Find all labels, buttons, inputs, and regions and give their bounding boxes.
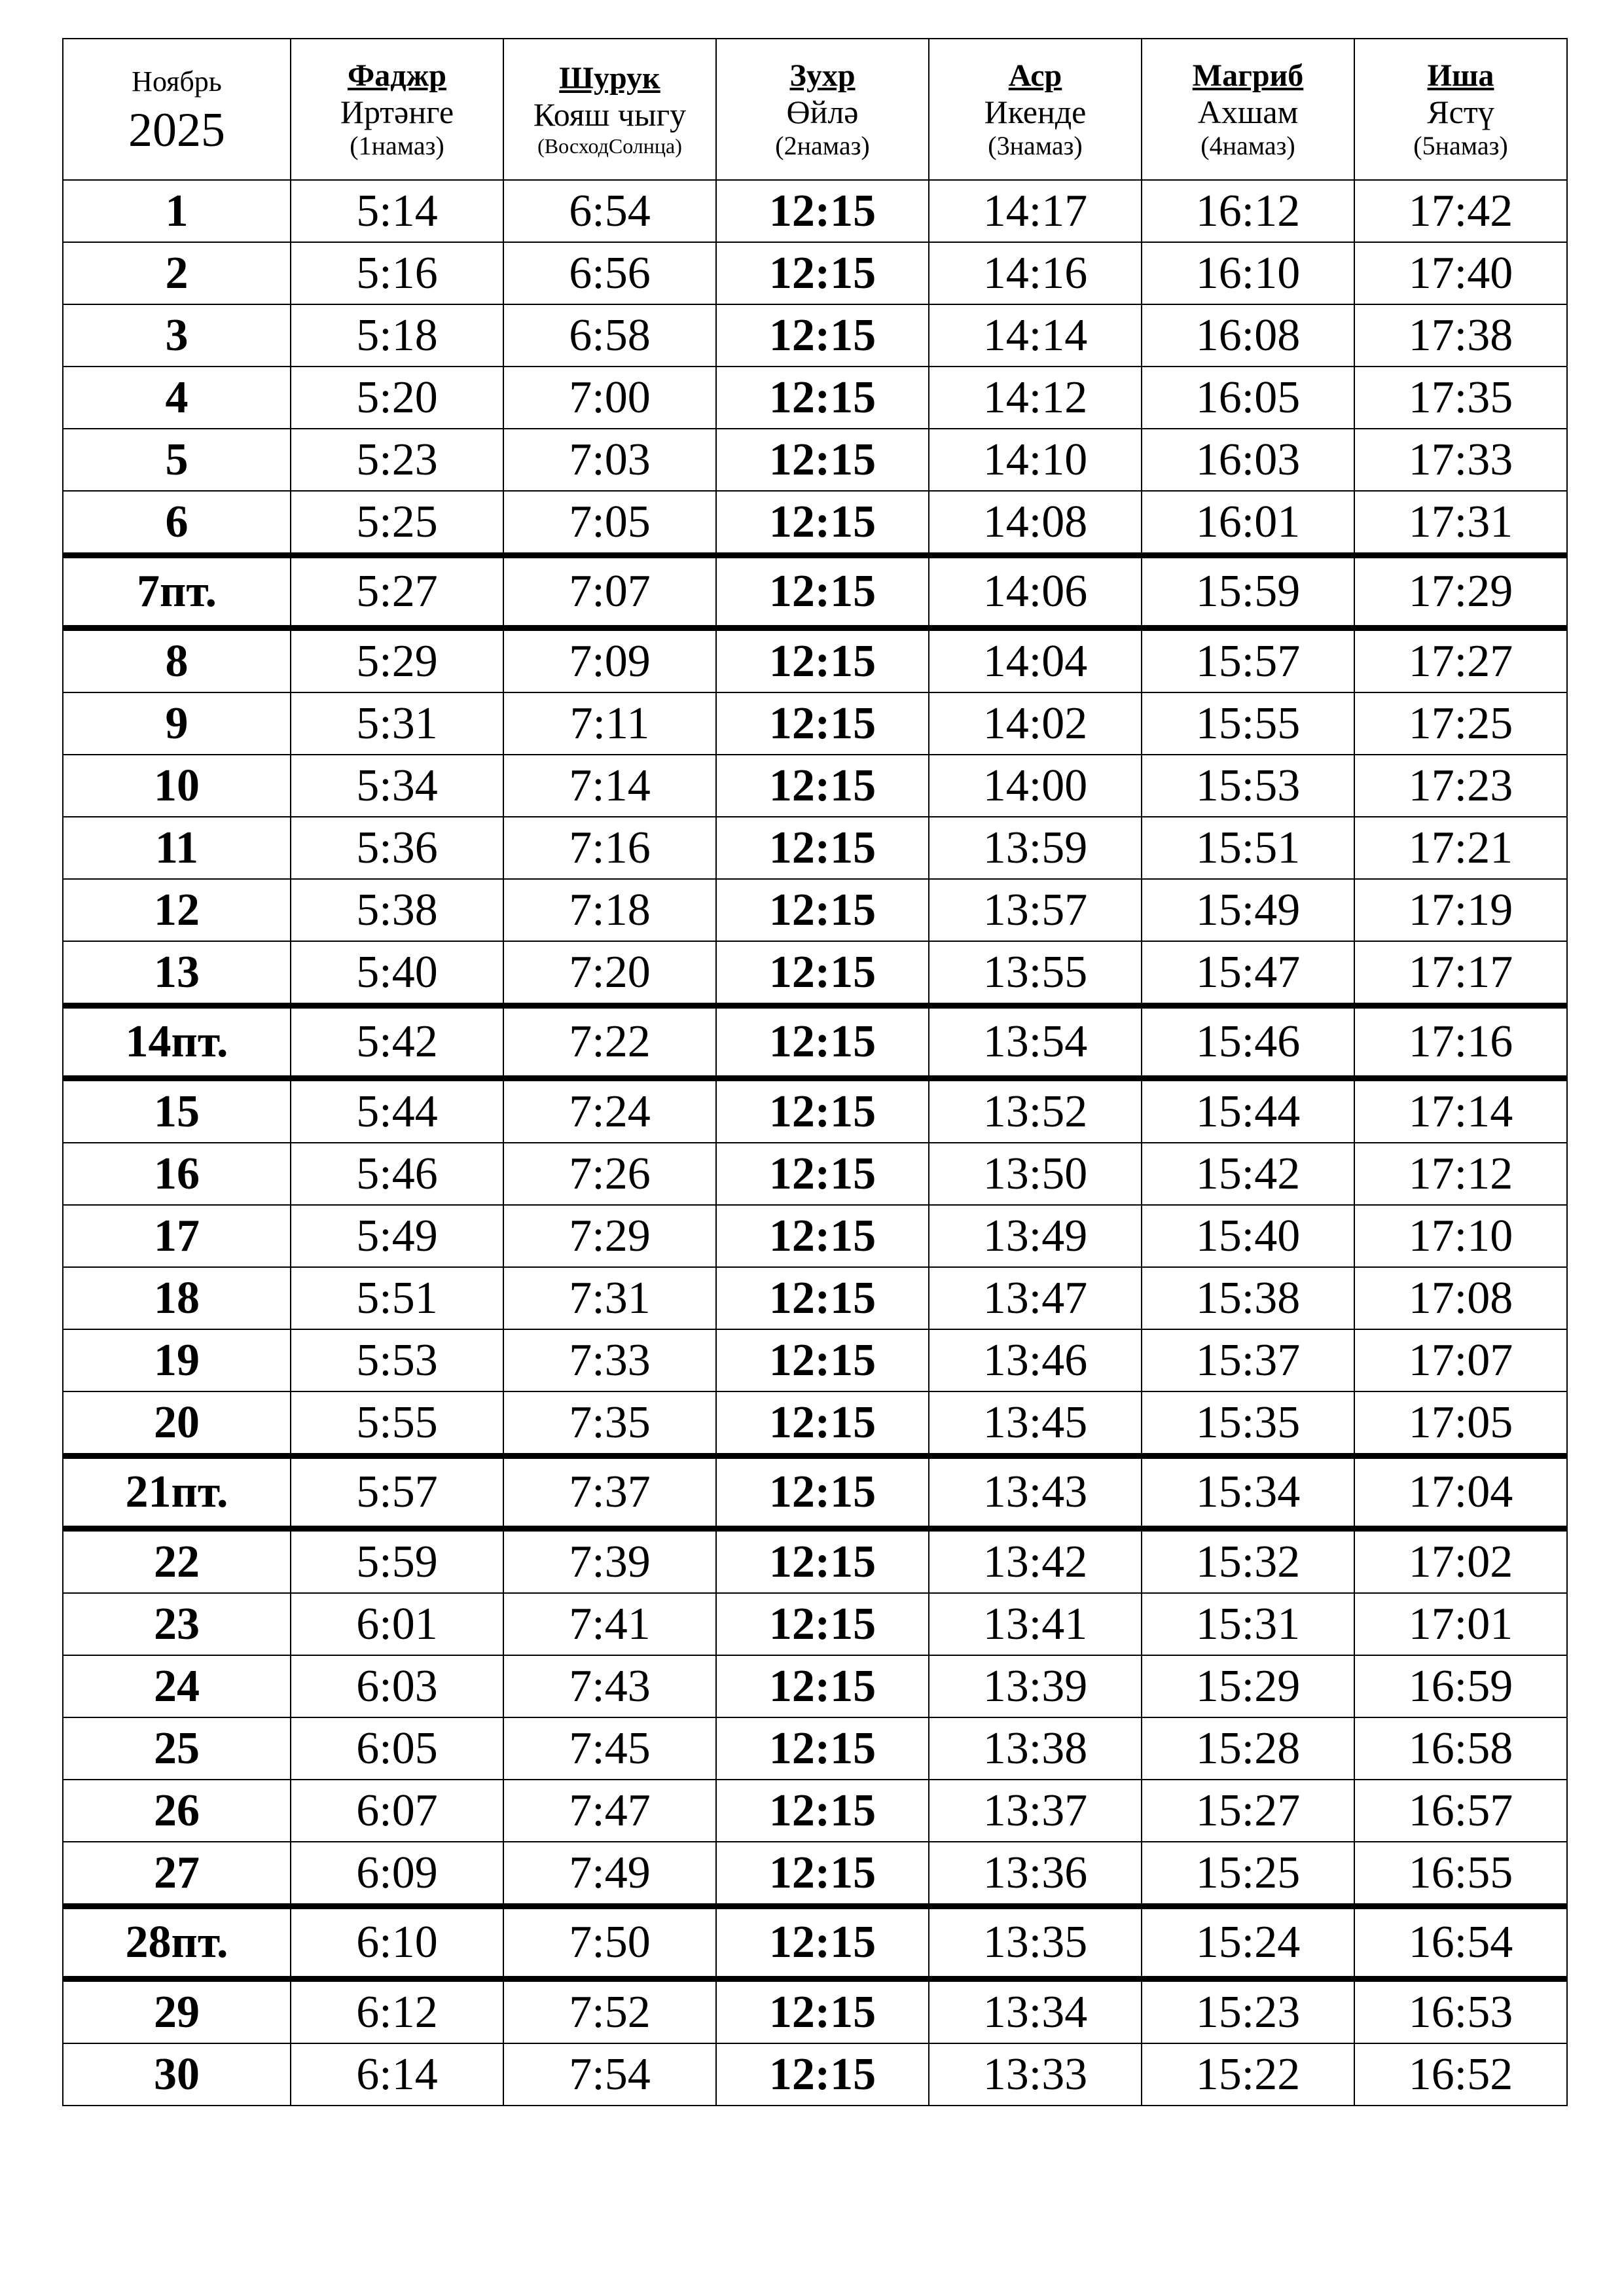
- day-cell: 10: [63, 755, 291, 817]
- day-cell: 25: [63, 1717, 291, 1780]
- table-row: [63, 941, 1567, 1006]
- table-row: [63, 817, 1567, 879]
- table-row: [63, 1593, 1567, 1655]
- table-row: [63, 755, 1567, 817]
- fajr-time: 5:25: [291, 491, 503, 556]
- table-row: [63, 879, 1567, 941]
- asr-time: 13:47: [929, 1267, 1142, 1329]
- maghrib-time: 16:08: [1142, 304, 1354, 367]
- friday-row: [63, 556, 1567, 628]
- isha-time: 17:02: [1354, 1529, 1567, 1594]
- asr-time: 14:17: [929, 180, 1142, 242]
- fajr-time: 6:12: [291, 1979, 503, 2044]
- fajr-time: 5:31: [291, 692, 503, 755]
- fajr-time: 5:36: [291, 817, 503, 879]
- day-cell: 22: [63, 1529, 291, 1594]
- isha-time: 17:25: [1354, 692, 1567, 755]
- asr-time: 14:14: [929, 304, 1142, 367]
- asr-time: 13:46: [929, 1329, 1142, 1391]
- day-cell: 20: [63, 1391, 291, 1456]
- zuhr-time: 12:15: [716, 1780, 929, 1842]
- zuhr-time: 12:15: [716, 941, 929, 1006]
- table-row: [63, 1529, 1567, 1594]
- day-cell: 6: [63, 491, 291, 556]
- fajr-time: 5:57: [291, 1456, 503, 1529]
- fajr-time: 5:40: [291, 941, 503, 1006]
- isha-time: 17:29: [1354, 556, 1567, 628]
- zuhr-time: 12:15: [716, 817, 929, 879]
- fajr-time: 5:23: [291, 429, 503, 491]
- column-name: Зухр: [789, 58, 856, 93]
- zuhr-time: 12:15: [716, 1717, 929, 1780]
- zuhr-time: 12:15: [716, 1205, 929, 1267]
- zuhr-time: 12:15: [716, 692, 929, 755]
- isha-time: 16:55: [1354, 1842, 1567, 1907]
- isha-time: 17:38: [1354, 304, 1567, 367]
- maghrib-time: 15:44: [1142, 1079, 1354, 1143]
- asr-time: 14:08: [929, 491, 1142, 556]
- fajr-time: 5:53: [291, 1329, 503, 1391]
- shuruk-time: 7:11: [503, 692, 716, 755]
- column-subtitle: (5намаз): [1413, 131, 1508, 161]
- maghrib-time: 15:29: [1142, 1655, 1354, 1717]
- zuhr-time: 12:15: [716, 2043, 929, 2106]
- day-cell: 9: [63, 692, 291, 755]
- table-row: [63, 1329, 1567, 1391]
- table-row: [63, 367, 1567, 429]
- column-subtitle: (3намаз): [988, 131, 1083, 161]
- isha-time: 17:23: [1354, 755, 1567, 817]
- maghrib-time: 15:55: [1142, 692, 1354, 755]
- isha-time: 17:21: [1354, 817, 1567, 879]
- isha-time: 17:17: [1354, 941, 1567, 1006]
- shuruk-time: 7:39: [503, 1529, 716, 1594]
- zuhr-time: 12:15: [716, 879, 929, 941]
- fajr-time: 5:18: [291, 304, 503, 367]
- isha-time: 17:19: [1354, 879, 1567, 941]
- day-cell: 18: [63, 1267, 291, 1329]
- shuruk-time: 7:41: [503, 1593, 716, 1655]
- day-cell: 16: [63, 1143, 291, 1205]
- month-year-header: [63, 39, 291, 180]
- day-cell: 24: [63, 1655, 291, 1717]
- isha-time: 17:08: [1354, 1267, 1567, 1329]
- isha-time: 17:07: [1354, 1329, 1567, 1391]
- shuruk-time: 7:22: [503, 1006, 716, 1079]
- maghrib-time: 15:46: [1142, 1006, 1354, 1079]
- day-cell: 17: [63, 1205, 291, 1267]
- table-row: [63, 429, 1567, 491]
- isha-time: 17:04: [1354, 1456, 1567, 1529]
- shuruk-time: 7:47: [503, 1780, 716, 1842]
- fajr-time: 5:49: [291, 1205, 503, 1267]
- shuruk-time: 7:31: [503, 1267, 716, 1329]
- asr-time: 13:34: [929, 1979, 1142, 2044]
- fajr-time: 5:55: [291, 1391, 503, 1456]
- day-cell: 14пт.: [63, 1006, 291, 1079]
- isha-time: 17:40: [1354, 242, 1567, 304]
- isha-time: 16:54: [1354, 1907, 1567, 1979]
- table-row: [63, 1205, 1567, 1267]
- day-cell: 30: [63, 2043, 291, 2106]
- fajr-time: 5:27: [291, 556, 503, 628]
- table-row: [63, 242, 1567, 304]
- prayer-times-table: [62, 38, 1568, 2106]
- shuruk-time: 7:20: [503, 941, 716, 1006]
- isha-time: 17:27: [1354, 628, 1567, 693]
- table-row: [63, 1391, 1567, 1456]
- month-label: Ноябрь: [132, 65, 222, 98]
- asr-time: 13:36: [929, 1842, 1142, 1907]
- day-cell: 27: [63, 1842, 291, 1907]
- zuhr-time: 12:15: [716, 367, 929, 429]
- asr-time: 13:55: [929, 941, 1142, 1006]
- shuruk-time: 7:00: [503, 367, 716, 429]
- table-row: [63, 491, 1567, 556]
- maghrib-time: 15:25: [1142, 1842, 1354, 1907]
- column-tatar-name: Икенде: [984, 93, 1087, 130]
- column-name: Шурук: [559, 61, 660, 96]
- isha-time: 17:10: [1354, 1205, 1567, 1267]
- zuhr-time: 12:15: [716, 1267, 929, 1329]
- zuhr-time: 12:15: [716, 556, 929, 628]
- column-tatar-name: Кояш чыгу: [533, 96, 687, 134]
- maghrib-time: 15:38: [1142, 1267, 1354, 1329]
- shuruk-time: 7:52: [503, 1979, 716, 2044]
- isha-time: 17:01: [1354, 1593, 1567, 1655]
- table-row: [63, 180, 1567, 242]
- maghrib-time: 15:57: [1142, 628, 1354, 693]
- day-cell: 1: [63, 180, 291, 242]
- day-cell: 8: [63, 628, 291, 693]
- shuruk-time: 7:14: [503, 755, 716, 817]
- fajr-time: 6:10: [291, 1907, 503, 1979]
- table-row: [63, 628, 1567, 693]
- shuruk-time: 7:18: [503, 879, 716, 941]
- fajr-time: 6:01: [291, 1593, 503, 1655]
- asr-time: 13:45: [929, 1391, 1142, 1456]
- table-row: [63, 1655, 1567, 1717]
- zuhr-column-header: [716, 39, 929, 180]
- shuruk-time: 7:49: [503, 1842, 716, 1907]
- zuhr-time: 12:15: [716, 491, 929, 556]
- isha-time: 17:35: [1354, 367, 1567, 429]
- maghrib-time: 16:12: [1142, 180, 1354, 242]
- day-cell: 23: [63, 1593, 291, 1655]
- fajr-time: 5:46: [291, 1143, 503, 1205]
- zuhr-time: 12:15: [716, 1907, 929, 1979]
- day-cell: 29: [63, 1979, 291, 2044]
- zuhr-time: 12:15: [716, 1979, 929, 2044]
- asr-time: 13:54: [929, 1006, 1142, 1079]
- zuhr-time: 12:15: [716, 1842, 929, 1907]
- maghrib-time: 15:51: [1142, 817, 1354, 879]
- maghrib-time: 15:28: [1142, 1717, 1354, 1780]
- fajr-time: 5:16: [291, 242, 503, 304]
- maghrib-time: 15:22: [1142, 2043, 1354, 2106]
- maghrib-time: 15:35: [1142, 1391, 1354, 1456]
- maghrib-time: 15:37: [1142, 1329, 1354, 1391]
- column-name: Аср: [1008, 58, 1062, 93]
- day-cell: 15: [63, 1079, 291, 1143]
- maghrib-time: 15:59: [1142, 556, 1354, 628]
- day-cell: 4: [63, 367, 291, 429]
- asr-time: 13:35: [929, 1907, 1142, 1979]
- friday-row: [63, 1456, 1567, 1529]
- shuruk-time: 7:43: [503, 1655, 716, 1717]
- zuhr-time: 12:15: [716, 1143, 929, 1205]
- fajr-time: 5:42: [291, 1006, 503, 1079]
- asr-time: 14:12: [929, 367, 1142, 429]
- table-row: [63, 1267, 1567, 1329]
- zuhr-time: 12:15: [716, 1329, 929, 1391]
- day-cell: 3: [63, 304, 291, 367]
- asr-time: 14:04: [929, 628, 1142, 693]
- zuhr-time: 12:15: [716, 242, 929, 304]
- fajr-time: 6:14: [291, 2043, 503, 2106]
- zuhr-time: 12:15: [716, 1655, 929, 1717]
- shuruk-time: 6:54: [503, 180, 716, 242]
- column-subtitle: (ВосходСолнца): [537, 134, 682, 158]
- maghrib-time: 15:27: [1142, 1780, 1354, 1842]
- year-label: 2025: [128, 103, 225, 157]
- shuruk-time: 6:56: [503, 242, 716, 304]
- zuhr-time: 12:15: [716, 755, 929, 817]
- table-row: [63, 2043, 1567, 2106]
- zuhr-time: 12:15: [716, 1529, 929, 1594]
- shuruk-time: 7:07: [503, 556, 716, 628]
- shuruk-time: 7:37: [503, 1456, 716, 1529]
- shuruk-time: 7:05: [503, 491, 716, 556]
- asr-time: 13:38: [929, 1717, 1142, 1780]
- fajr-time: 5:51: [291, 1267, 503, 1329]
- maghrib-column-header: [1142, 39, 1354, 180]
- isha-time: 16:52: [1354, 2043, 1567, 2106]
- schedule-body: [63, 180, 1567, 2106]
- asr-time: 13:42: [929, 1529, 1142, 1594]
- table-row: [63, 1717, 1567, 1780]
- day-cell: 21пт.: [63, 1456, 291, 1529]
- fajr-time: 6:09: [291, 1842, 503, 1907]
- table-row: [63, 1079, 1567, 1143]
- shuruk-time: 7:26: [503, 1143, 716, 1205]
- isha-time: 16:53: [1354, 1979, 1567, 2044]
- asr-time: 13:52: [929, 1079, 1142, 1143]
- shuruk-time: 7:16: [503, 817, 716, 879]
- zuhr-time: 12:15: [716, 1456, 929, 1529]
- asr-time: 13:41: [929, 1593, 1142, 1655]
- shuruk-column-header: [503, 39, 716, 180]
- maghrib-time: 15:40: [1142, 1205, 1354, 1267]
- asr-time: 13:33: [929, 2043, 1142, 2106]
- table-header-row: [63, 39, 1567, 180]
- fajr-time: 5:34: [291, 755, 503, 817]
- shuruk-time: 7:45: [503, 1717, 716, 1780]
- day-cell: 5: [63, 429, 291, 491]
- isha-time: 16:58: [1354, 1717, 1567, 1780]
- day-cell: 26: [63, 1780, 291, 1842]
- day-cell: 13: [63, 941, 291, 1006]
- asr-time: 14:00: [929, 755, 1142, 817]
- column-name: Магриб: [1192, 58, 1304, 93]
- asr-column-header: [929, 39, 1142, 180]
- isha-time: 16:59: [1354, 1655, 1567, 1717]
- zuhr-time: 12:15: [716, 628, 929, 693]
- isha-time: 17:42: [1354, 180, 1567, 242]
- maghrib-time: 16:03: [1142, 429, 1354, 491]
- fajr-time: 5:44: [291, 1079, 503, 1143]
- fajr-time: 6:03: [291, 1655, 503, 1717]
- zuhr-time: 12:15: [716, 180, 929, 242]
- maghrib-time: 15:31: [1142, 1593, 1354, 1655]
- column-tatar-name: Ястү: [1427, 93, 1494, 130]
- column-tatar-name: Ахшам: [1197, 93, 1299, 130]
- asr-time: 13:50: [929, 1143, 1142, 1205]
- fajr-column-header: [291, 39, 503, 180]
- column-tatar-name: Иртәнге: [340, 93, 454, 130]
- isha-column-header: [1354, 39, 1567, 180]
- fajr-time: 6:05: [291, 1717, 503, 1780]
- shuruk-time: 7:33: [503, 1329, 716, 1391]
- shuruk-time: 6:58: [503, 304, 716, 367]
- asr-time: 13:37: [929, 1780, 1142, 1842]
- table-row: [63, 1780, 1567, 1842]
- day-cell: 12: [63, 879, 291, 941]
- table-row: [63, 1143, 1567, 1205]
- zuhr-time: 12:15: [716, 1079, 929, 1143]
- asr-time: 14:16: [929, 242, 1142, 304]
- fajr-time: 5:38: [291, 879, 503, 941]
- column-tatar-name: Өйлә: [786, 93, 859, 130]
- shuruk-time: 7:35: [503, 1391, 716, 1456]
- shuruk-time: 7:24: [503, 1079, 716, 1143]
- isha-time: 17:12: [1354, 1143, 1567, 1205]
- fajr-time: 5:29: [291, 628, 503, 693]
- maghrib-time: 15:34: [1142, 1456, 1354, 1529]
- shuruk-time: 7:09: [503, 628, 716, 693]
- column-name: Фаджр: [347, 58, 446, 93]
- maghrib-time: 15:53: [1142, 755, 1354, 817]
- friday-row: [63, 1006, 1567, 1079]
- zuhr-time: 12:15: [716, 1593, 929, 1655]
- fajr-time: 5:20: [291, 367, 503, 429]
- maghrib-time: 16:10: [1142, 242, 1354, 304]
- column-subtitle: (1намаз): [350, 131, 444, 161]
- shuruk-time: 7:03: [503, 429, 716, 491]
- zuhr-time: 12:15: [716, 1391, 929, 1456]
- asr-time: 14:02: [929, 692, 1142, 755]
- column-subtitle: (2намаз): [775, 131, 870, 161]
- maghrib-time: 15:47: [1142, 941, 1354, 1006]
- table-row: [63, 304, 1567, 367]
- asr-time: 13:39: [929, 1655, 1142, 1717]
- zuhr-time: 12:15: [716, 1006, 929, 1079]
- day-cell: 11: [63, 817, 291, 879]
- day-cell: 19: [63, 1329, 291, 1391]
- asr-time: 14:06: [929, 556, 1142, 628]
- day-cell: 28пт.: [63, 1907, 291, 1979]
- isha-time: 17:05: [1354, 1391, 1567, 1456]
- asr-time: 13:43: [929, 1456, 1142, 1529]
- isha-time: 16:57: [1354, 1780, 1567, 1842]
- maghrib-time: 16:01: [1142, 491, 1354, 556]
- maghrib-time: 16:05: [1142, 367, 1354, 429]
- maghrib-time: 15:24: [1142, 1907, 1354, 1979]
- fajr-time: 5:59: [291, 1529, 503, 1594]
- table-row: [63, 1842, 1567, 1907]
- table-row: [63, 1979, 1567, 2044]
- isha-time: 17:14: [1354, 1079, 1567, 1143]
- maghrib-time: 15:49: [1142, 879, 1354, 941]
- maghrib-time: 15:42: [1142, 1143, 1354, 1205]
- maghrib-time: 15:32: [1142, 1529, 1354, 1594]
- day-cell: 7пт.: [63, 556, 291, 628]
- shuruk-time: 7:50: [503, 1907, 716, 1979]
- zuhr-time: 12:15: [716, 304, 929, 367]
- column-subtitle: (4намаз): [1200, 131, 1295, 161]
- fajr-time: 6:07: [291, 1780, 503, 1842]
- isha-time: 17:16: [1354, 1006, 1567, 1079]
- day-cell: 2: [63, 242, 291, 304]
- isha-time: 17:33: [1354, 429, 1567, 491]
- shuruk-time: 7:29: [503, 1205, 716, 1267]
- shuruk-time: 7:54: [503, 2043, 716, 2106]
- asr-time: 14:10: [929, 429, 1142, 491]
- isha-time: 17:31: [1354, 491, 1567, 556]
- asr-time: 13:57: [929, 879, 1142, 941]
- asr-time: 13:59: [929, 817, 1142, 879]
- zuhr-time: 12:15: [716, 429, 929, 491]
- table-row: [63, 692, 1567, 755]
- fajr-time: 5:14: [291, 180, 503, 242]
- friday-row: [63, 1907, 1567, 1979]
- maghrib-time: 15:23: [1142, 1979, 1354, 2044]
- asr-time: 13:49: [929, 1205, 1142, 1267]
- column-name: Иша: [1427, 58, 1494, 93]
